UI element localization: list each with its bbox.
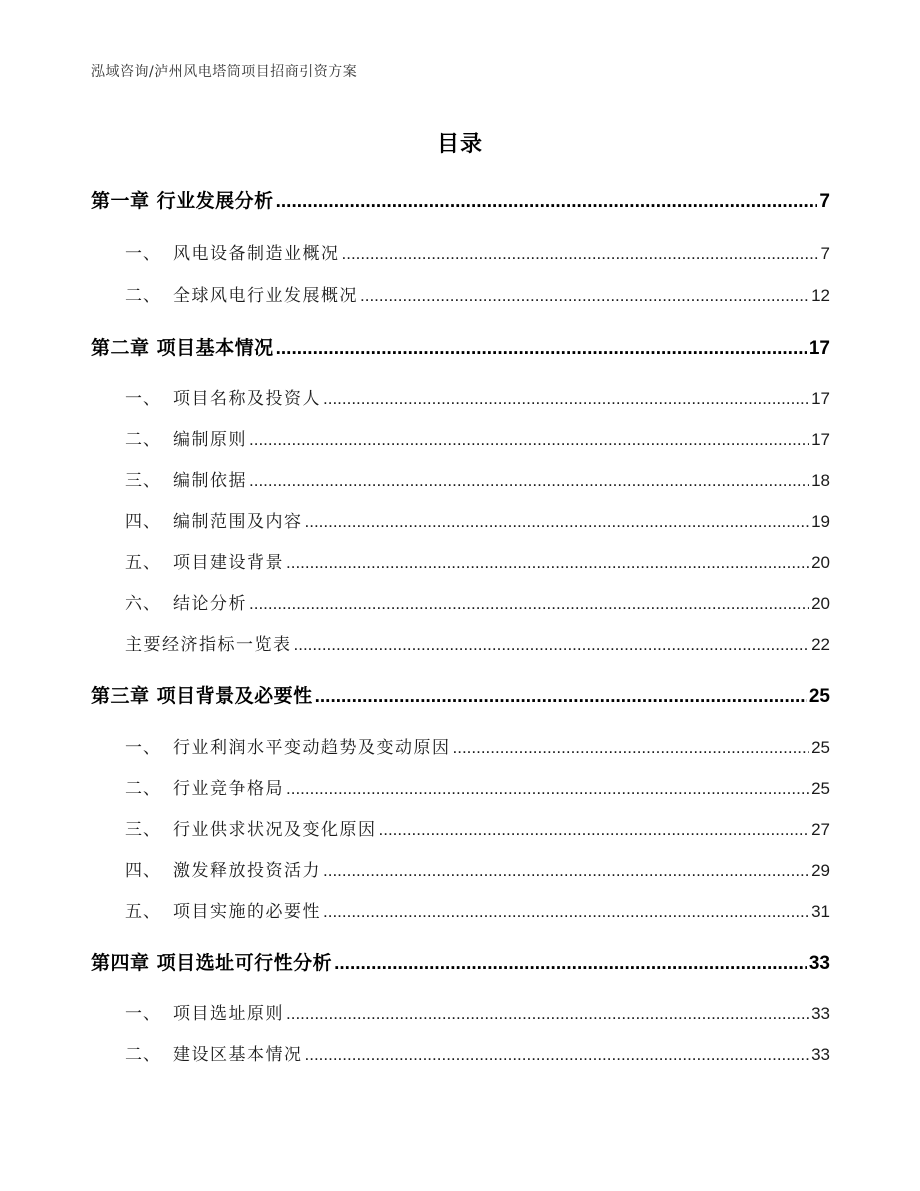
toc-entry-label: 第一章 行业发展分析 xyxy=(91,190,274,212)
toc-entry-number: 二、 xyxy=(125,430,161,450)
toc-dot-leader xyxy=(276,191,818,213)
toc-dot-leader xyxy=(323,902,809,922)
toc-page-number: 33 xyxy=(811,1004,830,1023)
toc-entry-number: 二、 xyxy=(125,1045,161,1065)
toc-entry-number: 五、 xyxy=(125,553,161,573)
toc-entry-chapter[interactable] xyxy=(91,681,830,708)
toc-entry-number: 三、 xyxy=(125,471,161,491)
toc-page-number: 20 xyxy=(811,553,830,572)
toc-dot-leader xyxy=(379,820,810,840)
toc-entry-number: 二、 xyxy=(125,779,161,799)
toc-page-number: 17 xyxy=(811,430,830,449)
toc-page-number: 33 xyxy=(808,953,830,974)
toc-entry-label: 项目名称及投资人 xyxy=(173,389,321,409)
toc-entry-label: 风电设备制造业概况 xyxy=(173,244,340,264)
toc-entry-section[interactable] xyxy=(125,774,830,799)
toc-dot-leader xyxy=(315,686,807,708)
toc-entry-number: 二、 xyxy=(125,286,161,306)
toc-page-number: 29 xyxy=(811,861,830,880)
toc-entry-label: 行业竞争格局 xyxy=(173,779,284,799)
toc-dot-leader xyxy=(323,389,809,409)
toc-entry-chapter[interactable] xyxy=(91,948,830,975)
toc-dot-leader xyxy=(249,594,809,614)
toc-page-number: 7 xyxy=(819,191,830,212)
toc-entry-number: 一、 xyxy=(125,1004,161,1024)
toc-entry-chapter[interactable] xyxy=(91,186,830,213)
toc-entry-section[interactable] xyxy=(125,507,830,532)
toc-page-number: 25 xyxy=(811,779,830,798)
toc-entry-label: 全球风电行业发展概况 xyxy=(173,286,358,306)
toc-dot-leader xyxy=(305,1045,810,1065)
toc-entry-label: 编制依据 xyxy=(173,471,247,491)
toc-entry-number: 三、 xyxy=(125,820,161,840)
toc-dot-leader xyxy=(323,861,809,881)
toc-dot-leader xyxy=(286,1004,809,1024)
toc-entry-section[interactable] xyxy=(125,425,830,450)
toc-page-number: 20 xyxy=(811,594,830,613)
toc-entry-chapter[interactable] xyxy=(91,333,830,360)
toc-page-number: 22 xyxy=(811,635,830,654)
toc-entry-section[interactable] xyxy=(125,856,830,881)
toc-dot-leader xyxy=(276,338,807,360)
toc-entry-section[interactable] xyxy=(125,733,830,758)
toc-entry-number: 一、 xyxy=(125,389,161,409)
toc-dot-leader xyxy=(249,430,809,450)
toc-entry-label: 激发释放投资活力 xyxy=(173,861,321,881)
toc-entry-section[interactable] xyxy=(125,239,830,264)
toc-dot-leader xyxy=(286,553,809,573)
toc-entry-label: 编制原则 xyxy=(173,430,247,450)
page-title: 目录 xyxy=(436,132,483,157)
toc-entry-section[interactable] xyxy=(125,630,830,655)
toc-entry-section[interactable] xyxy=(125,466,830,491)
toc-dot-leader xyxy=(334,953,807,975)
toc-entry-label: 第四章 项目选址可行性分析 xyxy=(91,952,333,974)
toc-entry-label: 项目建设背景 xyxy=(173,553,284,573)
toc-dot-leader xyxy=(305,512,810,532)
toc-page-number: 12 xyxy=(811,286,830,305)
toc-entry-label: 主要经济指标一览表 xyxy=(125,635,292,655)
toc-dot-leader xyxy=(453,738,810,758)
toc-entry-label: 项目实施的必要性 xyxy=(173,902,321,922)
toc-entry-label: 第二章 项目基本情况 xyxy=(91,337,274,359)
toc-page-number: 27 xyxy=(811,820,830,839)
toc-entry-number: 四、 xyxy=(125,512,161,532)
toc-entry-label: 结论分析 xyxy=(173,594,247,614)
toc-dot-leader xyxy=(342,244,819,264)
toc-entry-label: 行业供求状况及变化原因 xyxy=(173,820,377,840)
toc-entry-label: 建设区基本情况 xyxy=(173,1045,303,1065)
toc-entry-section[interactable] xyxy=(125,897,830,922)
toc-dot-leader xyxy=(294,635,810,655)
toc-entry-section[interactable] xyxy=(125,1040,830,1065)
toc-entry-section[interactable] xyxy=(125,815,830,840)
toc-page-number: 18 xyxy=(811,471,830,490)
toc-entry-section[interactable] xyxy=(125,999,830,1024)
toc-entry-label: 行业利润水平变动趋势及变动原因 xyxy=(173,738,451,758)
toc-entry-label: 项目选址原则 xyxy=(173,1004,284,1024)
toc-page-number: 33 xyxy=(811,1045,830,1064)
toc-page-number: 7 xyxy=(820,244,830,263)
toc-page-number: 17 xyxy=(811,389,830,408)
toc-entry-label: 第三章 项目背景及必要性 xyxy=(91,685,313,707)
toc-dot-leader xyxy=(249,471,809,491)
toc-page-number: 19 xyxy=(811,512,830,531)
toc-entry-section[interactable] xyxy=(125,281,830,306)
toc-entry-number: 一、 xyxy=(125,738,161,758)
toc-entry-section[interactable] xyxy=(125,589,830,614)
toc-page-number: 17 xyxy=(808,338,830,359)
toc-entry-number: 六、 xyxy=(125,594,161,614)
toc-dot-leader xyxy=(286,779,809,799)
running-header: 泓域咨询/泸州风电塔筒项目招商引资方案 xyxy=(91,64,358,80)
toc-page-number: 25 xyxy=(808,686,830,707)
toc-entry-number: 五、 xyxy=(125,902,161,922)
toc-page-number: 31 xyxy=(811,902,830,921)
toc-entry-label: 编制范围及内容 xyxy=(173,512,303,532)
toc-entry-section[interactable] xyxy=(125,384,830,409)
toc-dot-leader xyxy=(360,286,809,306)
toc-page-number: 25 xyxy=(811,738,830,757)
toc-entry-number: 一、 xyxy=(125,244,161,264)
toc-entry-number: 四、 xyxy=(125,861,161,881)
toc-entry-section[interactable] xyxy=(125,548,830,573)
